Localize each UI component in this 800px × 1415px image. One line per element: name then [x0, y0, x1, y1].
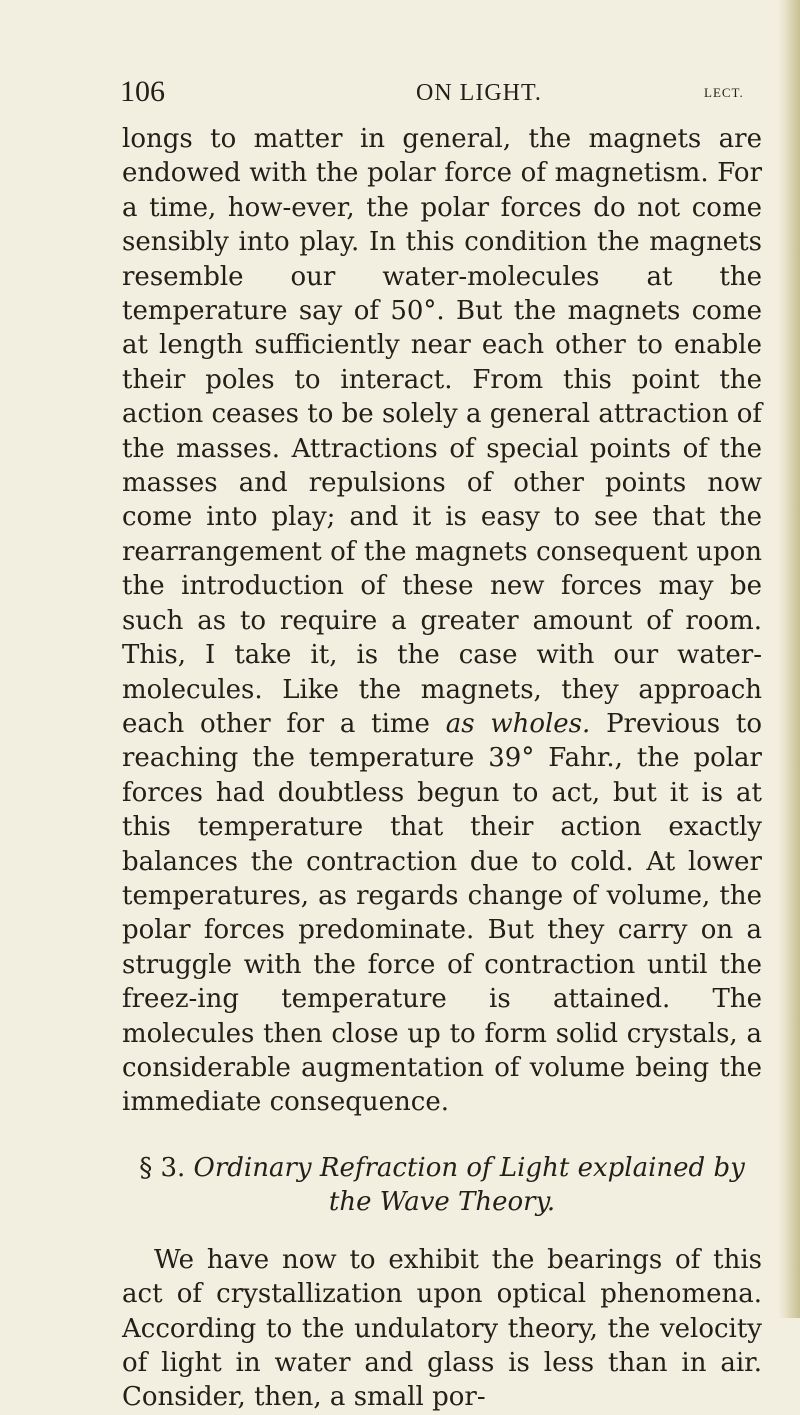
paragraph-lead-text: longs to matter in general, the magnets are endowed with the polar force of magnetism. For a time, how-ever, the polar forces do not come sensibly into play. In this condition the magnets resemble our water-molecules at the temperature say of 50°. But the magnets come at length sufficiently near each other to enable their poles to interact. From this point the action ceases to be solely a general attraction of the masses. Attractions of special points of the masses and repulsions of other points now come into play; and it is easy to see that the rearrangement of the magnets consequent upon the introduction of these new forces may be such as to require a greater amount of room. This, I take it, is the case with our water-molecules. Like the magnets, they approach each other for a time — [122, 124, 762, 739]
page-number: 106 — [120, 75, 165, 108]
lecture-label: LECT. — [704, 85, 744, 100]
page-body — [122, 122, 762, 1415]
body-paragraph — [122, 122, 762, 1120]
body-paragraph-2: We have now to exhibit the bearings of this act of crystallization upon optical phenomena. According to the undulatory theory, the velocity of light in water and glass is less than in air. Consider, then, a small por- — [122, 1244, 762, 1413]
running-title: ON LIGHT. — [416, 80, 542, 106]
section-heading — [122, 1151, 762, 1219]
section-title: Ordinary Refraction of Light explained by the Wave Theory. — [193, 1152, 745, 1217]
section-number: § 3. — [139, 1152, 186, 1183]
emphasis-text: as wholes. — [445, 708, 591, 739]
running-header — [120, 74, 760, 114]
page-edge — [778, 0, 800, 1318]
paragraph-rest-text: Previous to reaching the temperature 39° Fahr., the polar forces had doubtless begun to act, but it is at this temperature that their action exactly balances the contraction due to cold. At lower temperatures, as regards change of volume, the polar forces predominate. But they carry on a struggle with the force of contraction until the freez-ing temperature is attained. The molecules then close up to form solid crystals, a considerable augmentation of volume being the immediate consequence. — [122, 708, 762, 1118]
